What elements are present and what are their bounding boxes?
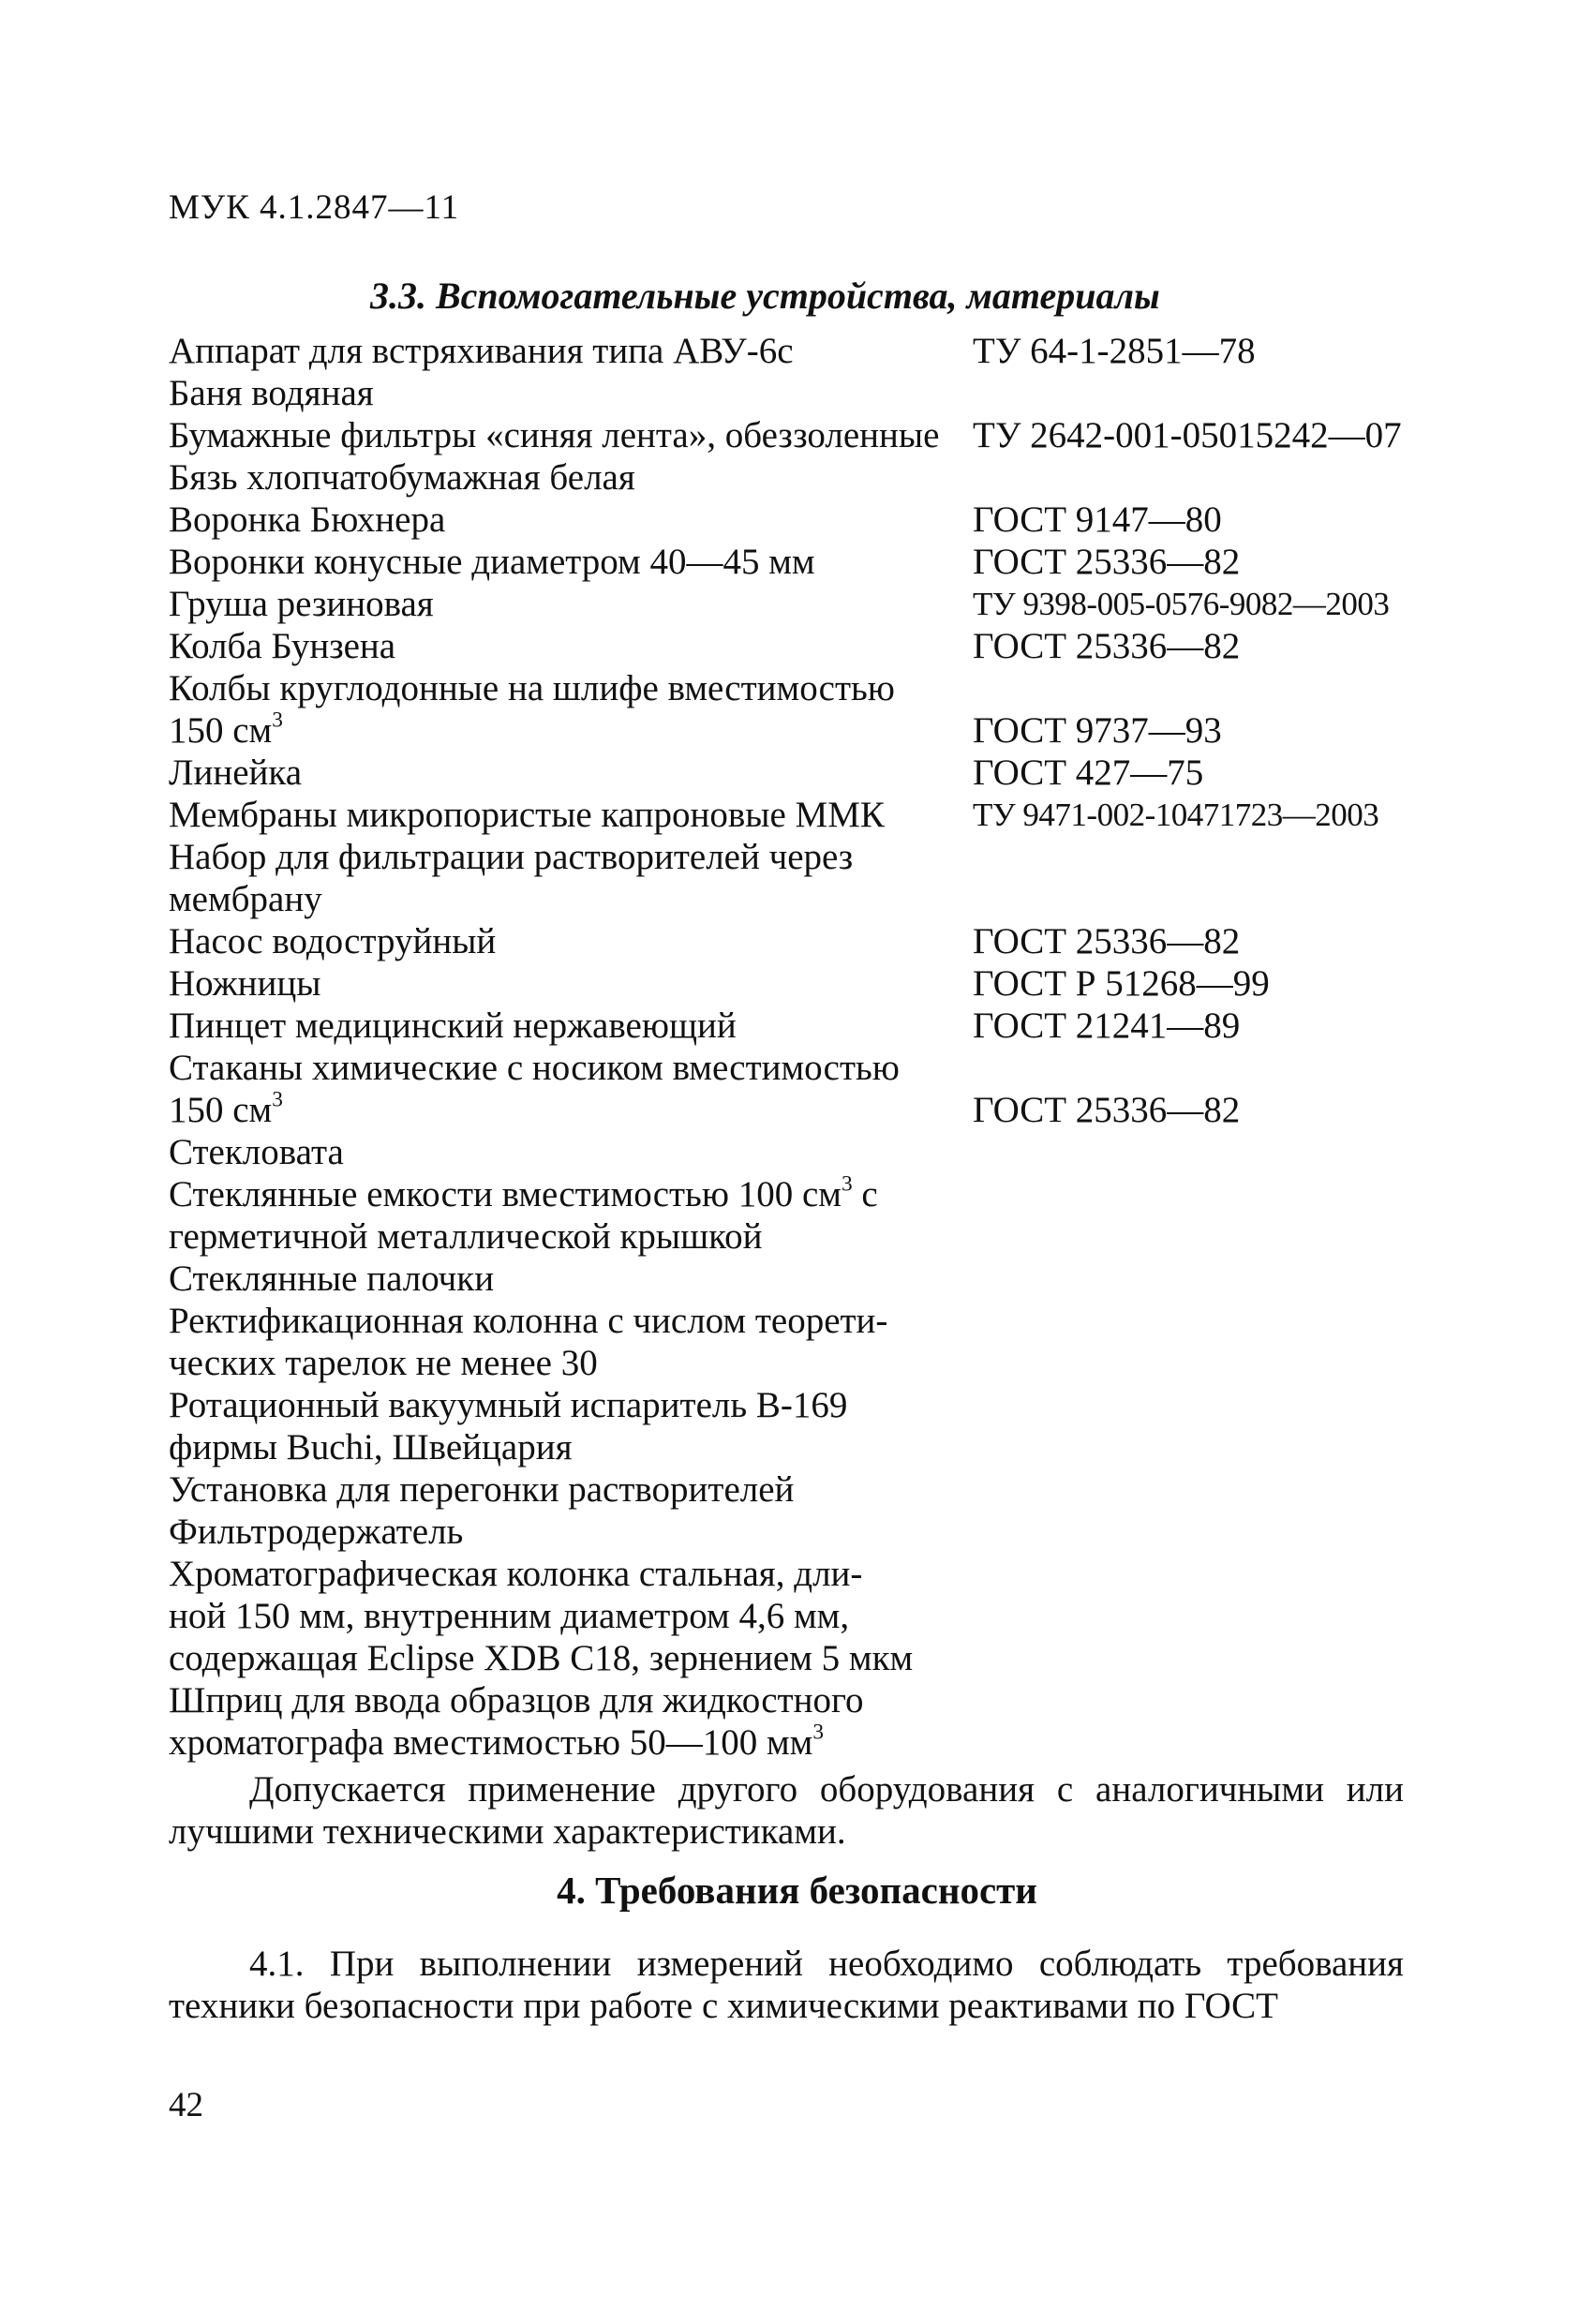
list-item <box>169 1679 1481 1764</box>
list-item <box>169 1384 1481 1468</box>
item-name-cont: 150 $см^3$ <box>169 1087 283 1130</box>
section-paragraph: 4.1. При выполнении измерений необходимо соблюдать требования техники безопасности при работе с химическими реактивами по ГОСТ <box>169 1944 1404 2026</box>
item-standard: ТУ 9398-005-0576-9082—2003 <box>973 586 1390 622</box>
list-item <box>169 1553 1481 1679</box>
item-name: Ротационный вакуумный испаритель В-169 <box>169 1385 848 1425</box>
list-item <box>169 456 1481 499</box>
item-standard: ГОСТ 21241—89 <box>973 1006 1241 1046</box>
item-name: Мембраны микропористые капроновые ММК <box>169 795 885 835</box>
item-standard: ГОСТ 25336—82 <box>973 542 1241 582</box>
list-item <box>169 1005 1481 1047</box>
item-name: Набор для фильтрации растворителей через <box>169 837 854 877</box>
item-standard: ГОСТ 25336—82 <box>973 921 1241 961</box>
item-name: Установка для перегонки растворителей <box>169 1469 795 1510</box>
list-item <box>169 499 1481 541</box>
superscript: 3 <box>812 1720 825 1745</box>
list-item <box>169 414 1481 456</box>
item-name: Бязь хлопчатобумажная белая <box>169 457 635 498</box>
equipment-list <box>169 330 1481 1764</box>
list-item <box>169 794 1481 836</box>
list-item <box>169 1300 1481 1384</box>
item-name: Стеклянные палочки <box>169 1259 495 1299</box>
item-name: Бумажные фильтры «синяя лента», обеззоленные <box>169 415 940 455</box>
item-standard: ГОСТ 25336—82 <box>973 1090 1241 1130</box>
list-item <box>169 1131 1481 1173</box>
list-item <box>169 962 1481 1005</box>
list-item <box>169 836 1481 920</box>
item-name: Хроматографическая колонка стальная, дли- <box>169 1554 863 1594</box>
list-item <box>169 583 1481 625</box>
item-name: Воронка Бюхнера <box>169 499 446 540</box>
list-item <box>169 752 1481 794</box>
superscript: 3 <box>272 708 283 733</box>
item-standard: ГОСТ 9147—80 <box>973 499 1222 540</box>
item-standard: ТУ 64-1-2851—78 <box>973 331 1256 371</box>
item-name: Воронки конусные диаметром 40—45 мм <box>169 542 815 582</box>
superscript: 3 <box>272 1087 283 1112</box>
document-code: МУК 4.1.2847—11 <box>169 188 460 227</box>
list-item <box>169 667 1481 752</box>
item-name: Колба Бунзена <box>169 626 396 666</box>
item-name: Аппарат для встряхивания типа АВУ-6с <box>169 331 794 371</box>
item-standard: ТУ 2642-001-05015242—07 <box>973 415 1402 455</box>
item-name: Фильтродержатель <box>169 1512 464 1552</box>
item-standard: ТУ 9471-002-10471723—2003 <box>973 797 1379 833</box>
page-number: 42 <box>169 2086 203 2124</box>
item-standard: ГОСТ 427—75 <box>973 752 1204 793</box>
item-name: Стеклянные емкости вместимостью 100 $см^3$ с <box>169 1171 878 1214</box>
list-item <box>169 1258 1481 1300</box>
list-item <box>169 625 1481 667</box>
item-name: Баня водяная <box>169 373 374 413</box>
list-item <box>169 541 1481 583</box>
list-item <box>169 1047 1481 1131</box>
item-name-cont: герметичной металлической крышкой <box>169 1216 763 1257</box>
item-name: Насос водоструйный <box>169 921 497 961</box>
item-name: Колбы круглодонные на шлифе вместимостью <box>169 668 895 708</box>
item-name: Груша резиновая <box>169 584 434 624</box>
note-paragraph: Допускается применение другого оборудования с аналогичными или лучшими техническими характеристиками. <box>169 1769 1404 1852</box>
item-standard: ГОСТ Р 51268—99 <box>973 963 1270 1004</box>
item-name: Пинцет медицинский нержавеющий <box>169 1006 737 1046</box>
item-name: Стаканы химические с носиком вместимостью <box>169 1048 900 1088</box>
item-name: Стекловата <box>169 1132 344 1172</box>
list-item <box>169 330 1481 372</box>
list-item <box>169 920 1481 962</box>
subsection-title: 3.3. Вспомогательные устройства, материалы <box>370 275 1160 317</box>
item-standard: ГОСТ 9737—93 <box>973 710 1222 751</box>
item-name-cont: ной 150 мм, внутренним диаметром 4,6 мм, <box>169 1596 850 1636</box>
list-item <box>169 1173 1481 1258</box>
item-name: Шприц для ввода образцов для жидкостного <box>169 1680 864 1721</box>
item-name-cont: хроматографа вместимостью 50—100 $мм^3$ <box>169 1720 825 1763</box>
item-name-cont: содержащая Eclipse XDB C18, зернением 5 мкм <box>169 1638 914 1678</box>
item-name-cont: ческих тарелок не менее 30 <box>169 1343 598 1383</box>
item-name: Ножницы <box>169 963 321 1004</box>
section-heading: 4. Требования безопасности <box>557 1869 1037 1912</box>
list-item <box>169 1468 1481 1511</box>
superscript: 3 <box>841 1171 853 1197</box>
item-name-cont: мембрану <box>169 879 322 919</box>
list-item <box>169 372 1481 414</box>
item-name: Ректификационная колонна с числом теорети- <box>169 1301 888 1341</box>
item-name-cont: 150 $см^3$ <box>169 708 283 751</box>
list-item <box>169 1511 1481 1553</box>
item-standard: ГОСТ 25336—82 <box>973 626 1241 666</box>
item-name: Линейка <box>169 752 303 793</box>
item-name-cont: фирмы Buchi, Швейцария <box>169 1427 573 1467</box>
